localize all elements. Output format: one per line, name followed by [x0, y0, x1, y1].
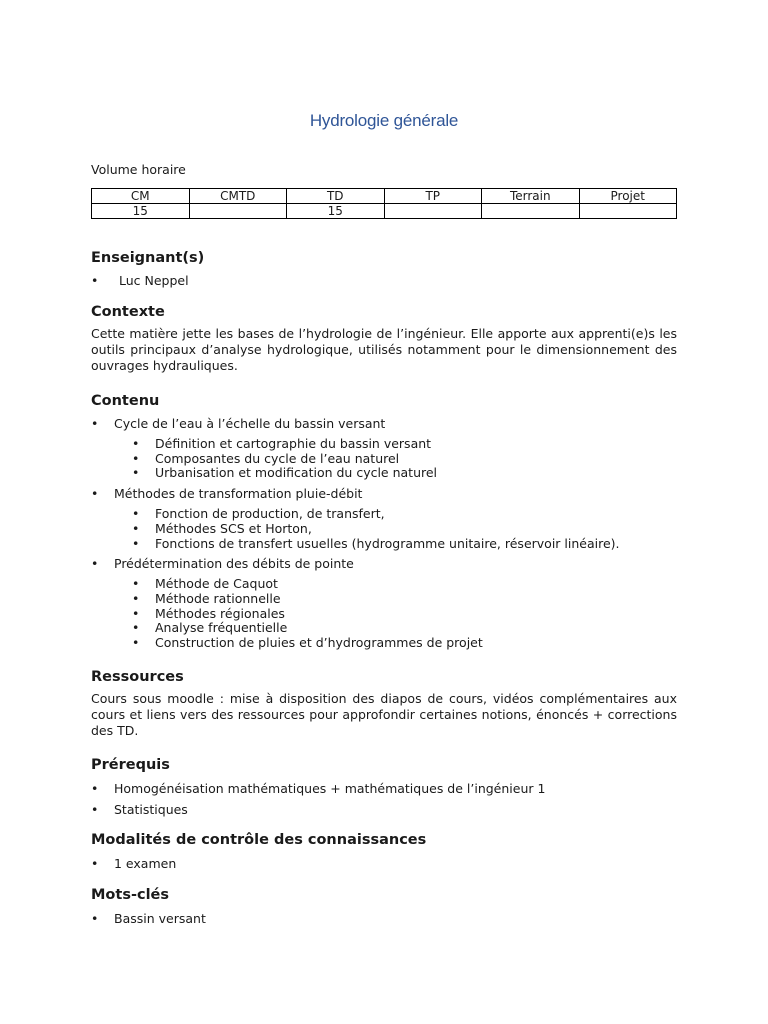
- bullet-icon: •: [132, 436, 140, 451]
- list-item: • Analyse fréquentielle: [132, 620, 288, 636]
- bullet-icon: •: [132, 635, 140, 651]
- header-cm: CM: [92, 189, 190, 204]
- list-item: • Méthodes SCS et Horton,: [132, 520, 312, 536]
- bullet-icon: •: [132, 450, 140, 466]
- value-td: 15: [287, 204, 385, 219]
- ressources-paragraph: Cours sous moodle : mise à disposition des diapos de cours, vidéos complémentaires aux cours et liens vers des ressources pour approfondir certaines notions, énoncés + corrections des TD.: [91, 691, 677, 738]
- section-modalites: [91, 832, 677, 871]
- section-mots-cles: [91, 887, 677, 926]
- heading-modalites: Modalités de contrôle des connaissances: [91, 832, 427, 848]
- list-item: • Statistiques: [91, 802, 188, 817]
- section-ressources: [91, 669, 677, 739]
- list-item: • Méthodes de transformation pluie-débit • Fonction de production, de transfert, • Méthodes SCS et Horton, • Fonctions de transfert usuelles (hydrogramme unitaire, réservoir linéaire).: [91, 486, 677, 551]
- list-item: • Définition et cartographie du bassin versant: [132, 436, 432, 451]
- heading-contenu: Contenu: [91, 393, 160, 409]
- section-contexte: [91, 304, 677, 374]
- hours-table: [91, 188, 677, 219]
- bullet-icon: •: [132, 506, 140, 522]
- bullet-icon: •: [91, 486, 99, 502]
- volume-horaire-label: Volume horaire: [91, 162, 186, 177]
- header-tp: TP: [384, 189, 482, 204]
- list-item: • Composantes du cycle de l’eau naturel: [132, 450, 400, 466]
- hours-table-value-row: [92, 204, 677, 219]
- bullet-icon: •: [132, 590, 140, 606]
- bullet-icon: •: [132, 535, 140, 551]
- document-title: Hydrologie générale: [309, 111, 459, 130]
- contenu-sublist: [114, 577, 677, 651]
- list-item: • Cycle de l’eau à l’échelle du bassin versant • Définition et cartographie du bassin versant • Composantes du cycle de l’eau naturel • Urbanisation et modification du cycle naturel: [91, 416, 677, 481]
- list-item: • Fonction de production, de transfert,: [132, 506, 385, 522]
- value-projet: [579, 204, 677, 219]
- bullet-icon: •: [132, 620, 140, 636]
- contexte-paragraph: Cette matière jette les bases de l’hydrologie de l’ingénieur. Elle apporte aux apprenti(e)s les outils principaux d’analyse hydrologique, utilisés notamment pour le dimensionnement des ouvrages hydrauliques.: [91, 326, 677, 373]
- heading-contexte: Contexte: [91, 304, 165, 320]
- contenu-list: [91, 416, 677, 651]
- header-cmtd: CMTD: [189, 189, 287, 204]
- section-contenu: [91, 393, 677, 656]
- header-terrain: Terrain: [482, 189, 580, 204]
- list-item: • Urbanisation et modification du cycle naturel: [132, 465, 438, 481]
- bullet-icon: •: [132, 605, 140, 621]
- value-cm: 15: [92, 204, 190, 219]
- list-item: • Méthode rationnelle: [132, 590, 281, 606]
- hours-table-header-row: [92, 189, 677, 204]
- header-projet: Projet: [579, 189, 677, 204]
- list-item: • Construction de pluies et d’hydrogrammes de projet: [132, 635, 483, 651]
- bullet-icon: •: [91, 802, 99, 817]
- bullet-icon: •: [91, 273, 99, 288]
- list-item: • Méthode de Caquot: [132, 576, 278, 592]
- bullet-icon: •: [132, 520, 140, 536]
- list-item: • Prédétermination des débits de pointe • Méthode de Caquot • Méthode rationnelle • Méthodes régionales • Analyse fréquentielle • Construction de pluies et d’hydrogrammes de projet: [91, 556, 677, 651]
- value-tp: [384, 204, 482, 219]
- heading-mots-cles: Mots-clés: [91, 887, 170, 903]
- enseignants-list: [91, 273, 677, 288]
- list-item: • Bassin versant: [91, 911, 206, 926]
- section-enseignants: [91, 250, 677, 288]
- modalites-list: [91, 856, 677, 871]
- heading-prerequis: Prérequis: [91, 757, 170, 773]
- bullet-icon: •: [91, 416, 99, 431]
- bullet-icon: •: [132, 465, 140, 481]
- mots-cles-list: [91, 911, 677, 926]
- value-cmtd: [189, 204, 287, 219]
- header-td: TD: [287, 189, 385, 204]
- heading-ressources: Ressources: [91, 669, 184, 685]
- list-item: • 1 examen: [91, 856, 177, 871]
- bullet-icon: •: [91, 556, 99, 572]
- contenu-sublist: [114, 437, 677, 481]
- bullet-icon: •: [91, 911, 99, 926]
- section-prerequis: [91, 757, 677, 817]
- contenu-sublist: [114, 507, 677, 551]
- list-item: • Méthodes régionales: [132, 605, 285, 621]
- list-item: • Homogénéisation mathématiques + mathématiques de l’ingénieur 1: [91, 781, 546, 796]
- list-item: • Fonctions de transfert usuelles (hydrogramme unitaire, réservoir linéaire).: [132, 535, 620, 551]
- prerequis-list: [91, 781, 677, 817]
- bullet-icon: •: [91, 856, 99, 871]
- value-terrain: [482, 204, 580, 219]
- list-item: • Luc Neppel: [91, 273, 189, 288]
- bullet-icon: •: [91, 781, 99, 796]
- bullet-icon: •: [132, 576, 140, 592]
- heading-enseignants: Enseignant(s): [91, 250, 205, 266]
